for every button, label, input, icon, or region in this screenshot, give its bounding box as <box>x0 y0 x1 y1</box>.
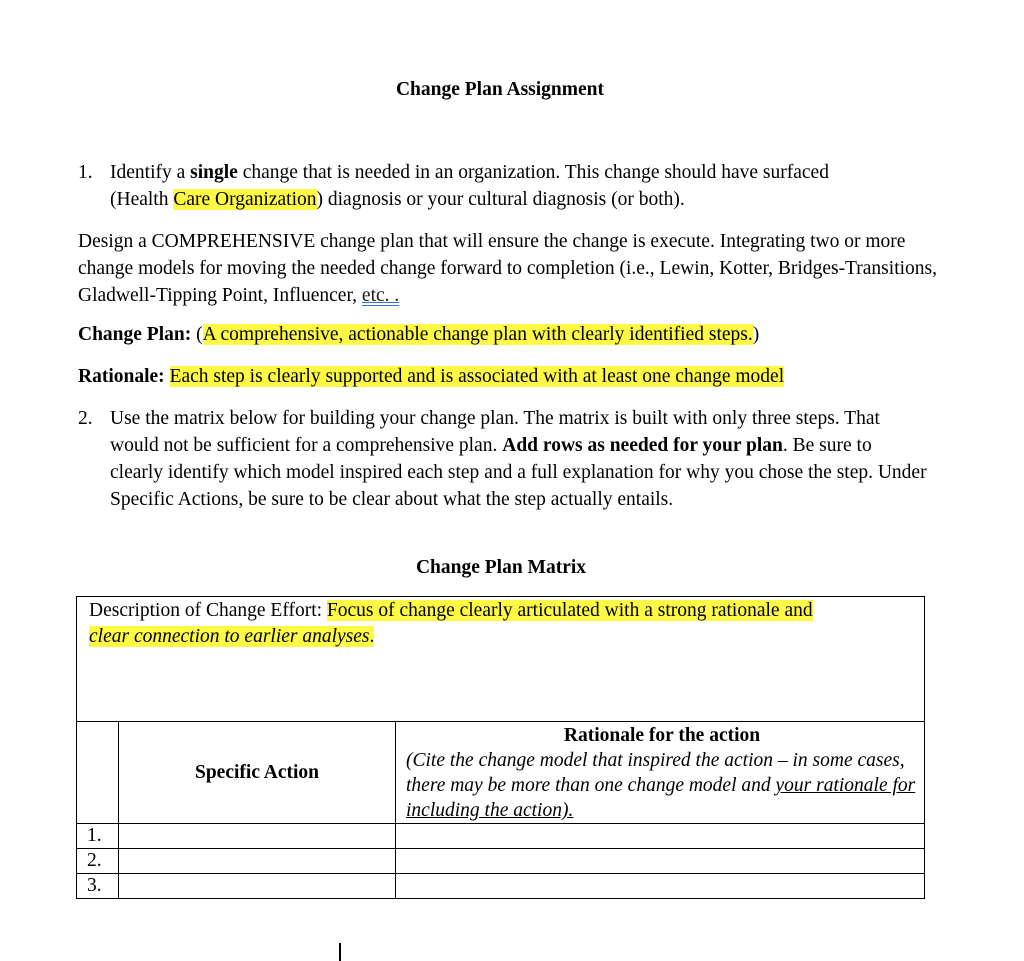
rationale-header-title: Rationale for the action <box>563 725 761 746</box>
change-plan-highlight: A comprehensive, actionable change plan with clearly identified steps. <box>202 324 753 345</box>
header-specific-action[interactable]: Specific Action <box>119 722 396 824</box>
step-number[interactable]: 3. <box>77 874 119 899</box>
header-number-cell[interactable] <box>77 722 119 824</box>
step-rationale-cell[interactable] <box>396 824 925 849</box>
item1-text-c: (Health <box>110 189 174 210</box>
change-plan-line[interactable] <box>78 321 938 348</box>
change-plan-open-paren: ( <box>191 324 203 345</box>
rationale-highlight: Each step is clearly supported and is associated with at least one change model <box>169 366 785 387</box>
list-item-1-number: 1. <box>78 162 93 183</box>
description-highlight-end: . <box>369 626 375 647</box>
item1-highlight: Care Organization <box>173 189 317 210</box>
rationale-header-body <box>406 748 918 823</box>
step-action-cell[interactable] <box>119 824 396 849</box>
step-number[interactable]: 1. <box>77 824 119 849</box>
list-item-1 <box>78 159 938 213</box>
table-row <box>77 874 925 899</box>
rationale-header-underlined: your rationale for including the action). <box>406 775 916 821</box>
rationale-header-text: (Cite the change model that inspired the action – in some cases, there may be more than one change model and <box>406 750 905 796</box>
change-plan-close-paren: ) <box>752 324 760 345</box>
item1-text-b: change that is needed in an organization. This change should have surfaced <box>237 162 829 183</box>
list-item-2 <box>78 405 928 513</box>
step-action-cell[interactable] <box>119 849 396 874</box>
list-item-2-text[interactable] <box>110 405 928 513</box>
item2-text-a: Use the matrix below for building your change plan. The matrix is built with only three steps. That would not be sufficient for a comprehensive plan. <box>110 408 880 456</box>
item1-text-d: ) diagnosis or your cultural diagnosis (or both). <box>316 189 685 210</box>
design-paragraph-text: Design a COMPREHENSIVE change plan that will ensure the change is execute. Integrating two or more change models for moving the needed change forward to completion (i.e., Lewin, Kotter, Bridges-Transitions, Gladwell-Tipping Point, Influencer, <box>78 231 937 306</box>
rationale-line[interactable] <box>78 363 938 390</box>
header-rationale[interactable] <box>396 722 925 824</box>
table-row <box>77 849 925 874</box>
rationale-space <box>165 366 170 387</box>
matrix-title: Change Plan Matrix <box>415 557 587 578</box>
item2-text-b: . Be sure to clearly identify which model inspired each step and a full explanation for why you chose the step. Under Specific Actions, be sure to be clear about what the step actually entails. <box>110 435 927 510</box>
change-plan-label: Change Plan: <box>78 324 192 345</box>
item1-text-a: Identify a <box>110 162 191 183</box>
document-title: Change Plan Assignment <box>395 79 605 100</box>
step-rationale-cell[interactable] <box>396 874 925 899</box>
item1-bold-single: single <box>190 162 238 183</box>
change-plan-matrix <box>76 596 925 899</box>
description-row <box>77 597 925 722</box>
step-action-cell[interactable] <box>119 874 396 899</box>
step-rationale-cell[interactable] <box>396 849 925 874</box>
header-row <box>77 722 925 824</box>
table-row <box>77 824 925 849</box>
etc-link[interactable]: etc. . <box>361 285 400 306</box>
list-item-2-number: 2. <box>78 408 93 429</box>
rationale-label: Rationale: <box>78 366 165 387</box>
item2-bold-add-rows: Add rows as needed for your plan <box>502 435 783 456</box>
description-cell[interactable] <box>77 597 925 722</box>
description-label: Description of Change Effort: <box>89 600 327 621</box>
description-highlight-b: clear connection to earlier analyses <box>89 626 370 647</box>
description-highlight-a: Focus of change clearly articulated with a strong rationale and <box>326 600 813 621</box>
text-cursor <box>339 943 341 961</box>
list-item-1-text[interactable] <box>110 159 938 213</box>
design-paragraph[interactable] <box>78 228 938 309</box>
step-number[interactable]: 2. <box>77 849 119 874</box>
